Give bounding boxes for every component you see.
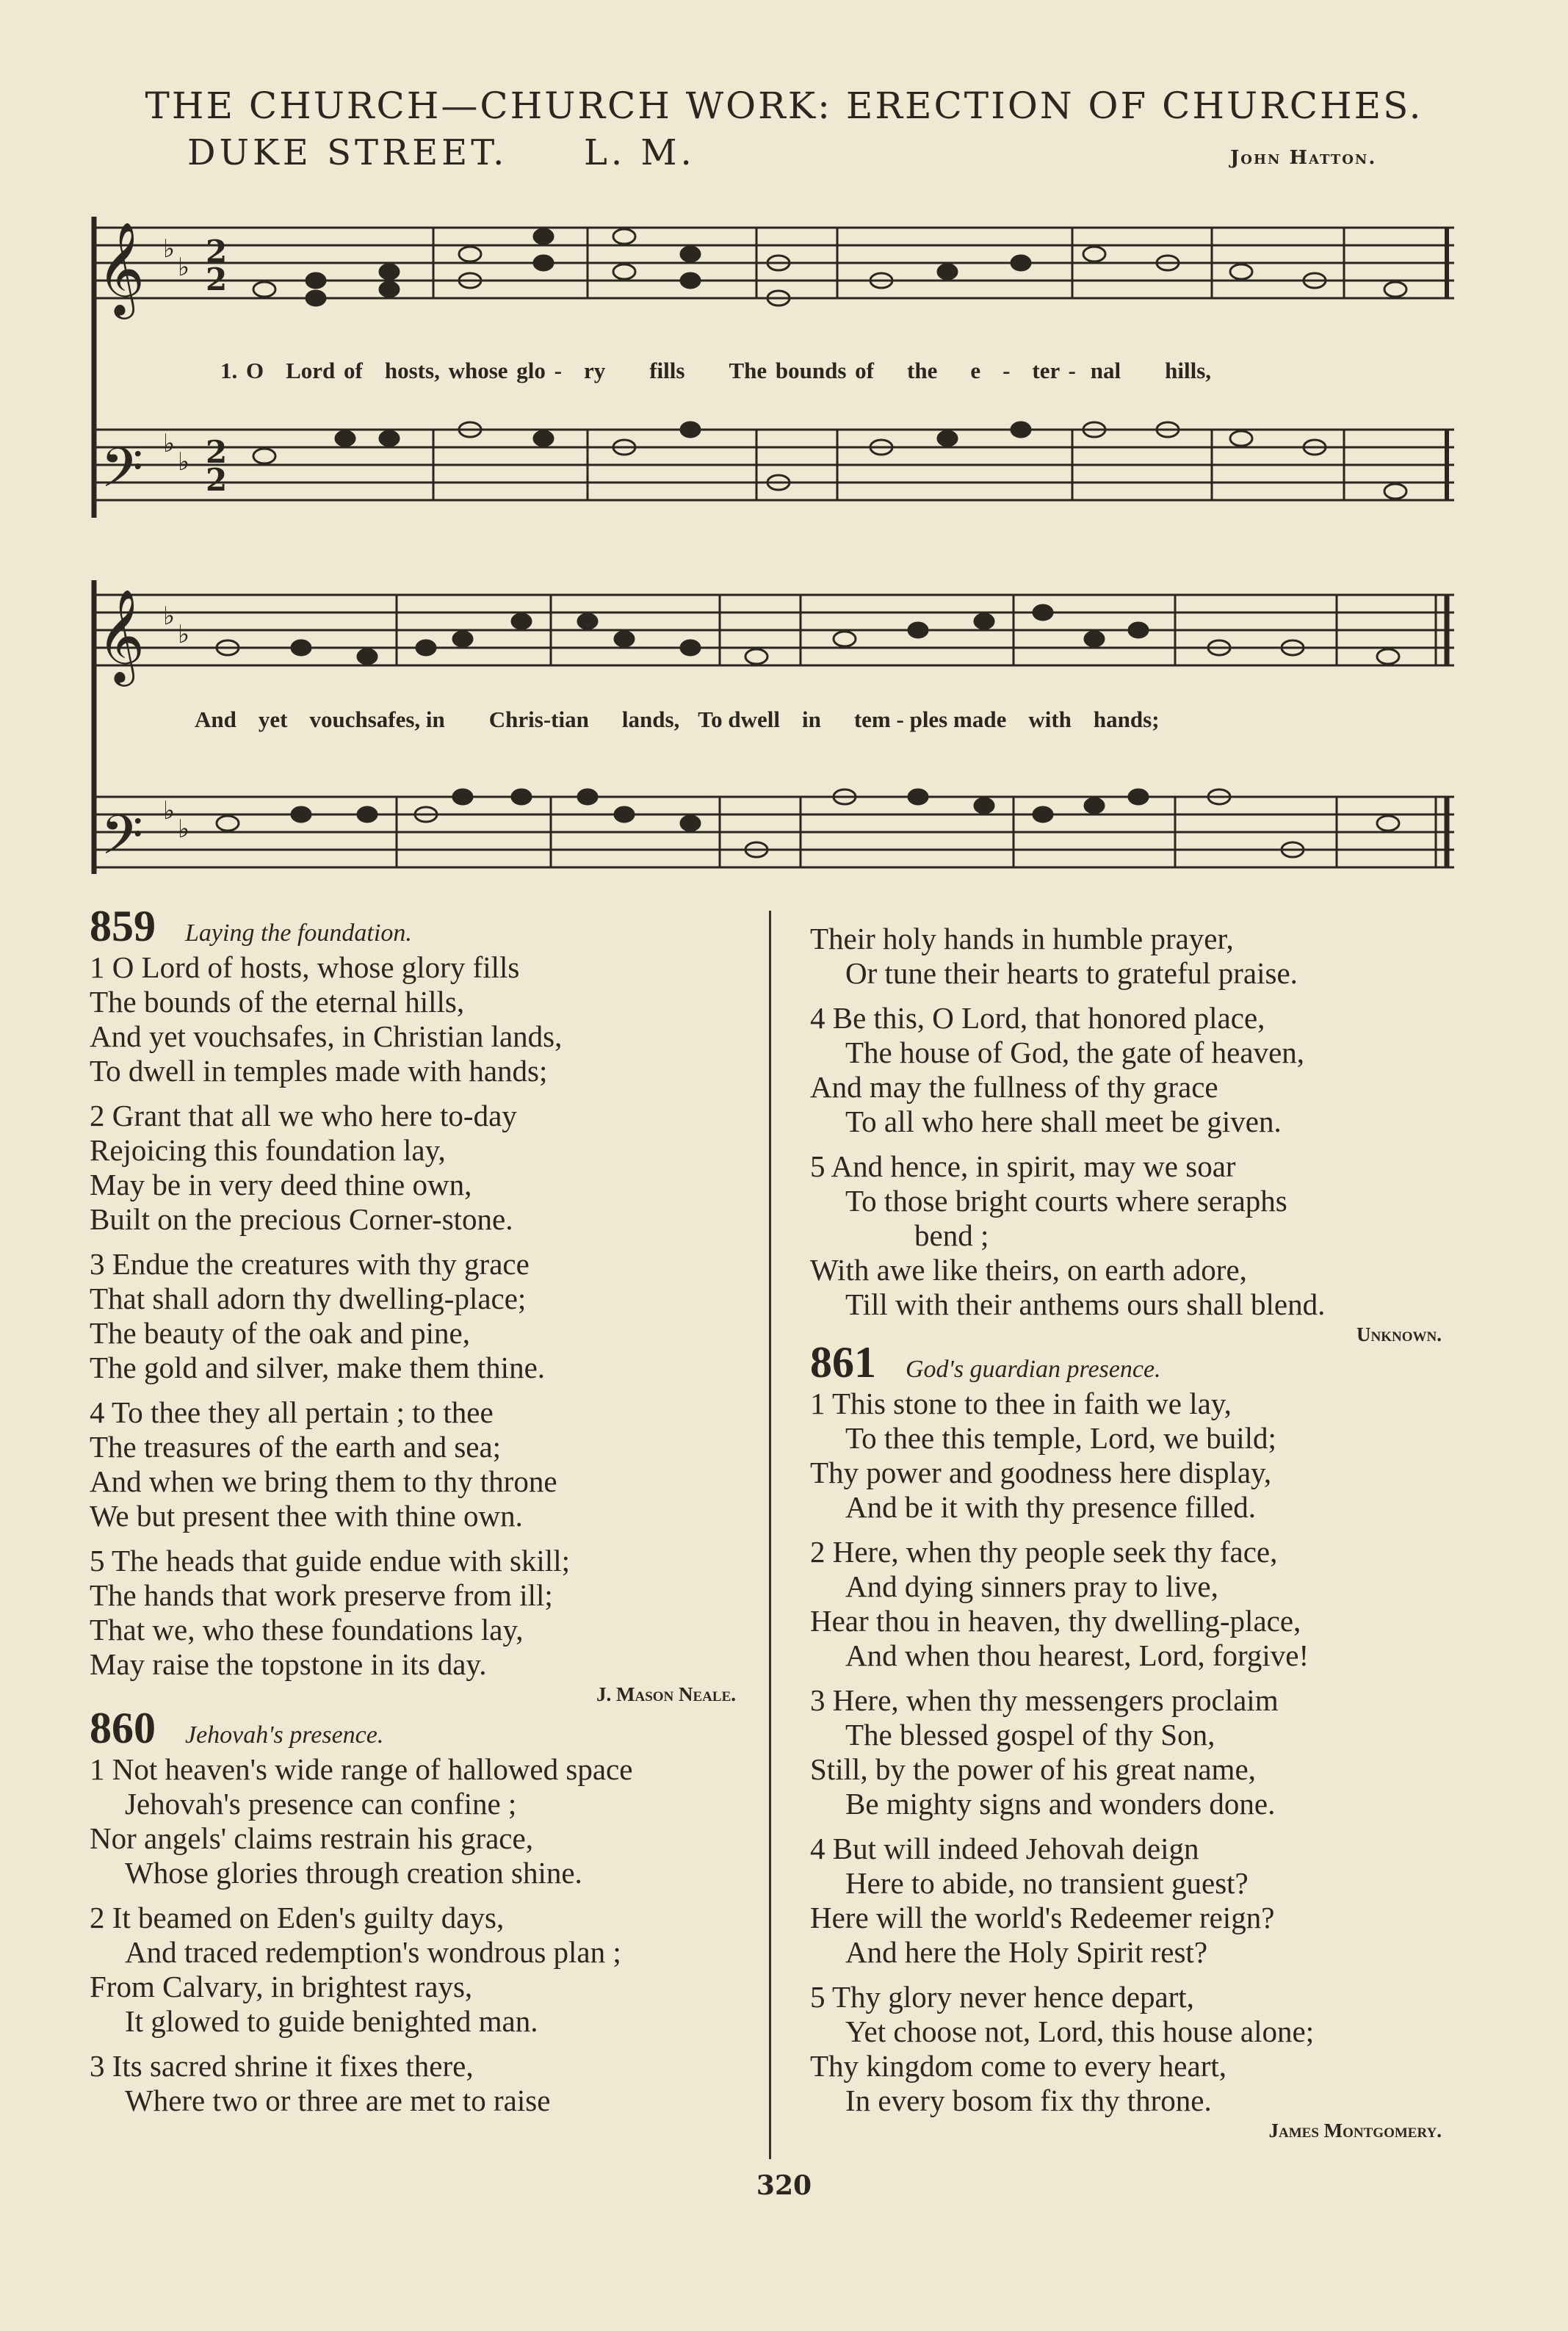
verse: 5 Thy glory never hence depart, Yet choose not, Lord, this house alone; Thy kingdom come to every heart, In every bosom fix thy throne. bbox=[810, 1980, 1315, 2117]
hymn-title: God's guardian presence. bbox=[906, 1356, 1161, 1383]
svg-text:2: 2 bbox=[206, 261, 228, 297]
hymn-title: Jehovah's presence. bbox=[185, 1721, 384, 1749]
svg-text:𝄞: 𝄞 bbox=[97, 221, 145, 315]
svg-text:2: 2 bbox=[206, 434, 228, 470]
page-number: 320 bbox=[756, 2170, 812, 2201]
hymn-author: James Montgomery. bbox=[1268, 2119, 1442, 2142]
svg-text:♭: ♭ bbox=[163, 796, 176, 825]
svg-text:♭: ♭ bbox=[178, 814, 190, 844]
hymn-author: J. Mason Neale. bbox=[596, 1683, 736, 1705]
verse: 3 Its sacred shrine it fixes there, Where two or three are met to raise bbox=[90, 2049, 551, 2117]
column-divider bbox=[769, 911, 771, 2159]
verse: 2 Here, when thy people seek thy face, And dying sinners pray to live, Hear thou in heaven, thy dwelling-place, And when thou hearest, Lord, forgive! bbox=[810, 1535, 1309, 1672]
left-column bbox=[90, 902, 736, 2118]
verse: 2 Grant that all we who here to-day Rejoicing this foundation lay, May be in very deed thine own, Built on the precious Corner-stone. bbox=[90, 1099, 517, 1236]
hymn-author: Unknown. bbox=[1356, 1323, 1442, 1345]
hymn-title: Laying the foundation. bbox=[185, 919, 412, 947]
svg-text:2: 2 bbox=[206, 462, 228, 498]
verse: 5 And hence, in spirit, may we soar To those bright courts where seraphs bend ; With awe like theirs, on earth adore, Till with their anthems ours shall blend. bbox=[810, 1149, 1326, 1321]
verse: 5 The heads that guide endue with skill; The hands that work preserve from ill; That we, who these foundations lay, May raise the topstone in its day. bbox=[90, 1544, 570, 1681]
svg-text:♭: ♭ bbox=[178, 620, 190, 649]
tune-meter: L. M. bbox=[584, 132, 696, 173]
verse: 1 This stone to thee in faith we lay, To thee this temple, Lord, we build; Thy power and goodness here display, And be it with thy presence filled. bbox=[810, 1387, 1276, 1524]
verse: 4 To thee they all pertain ; to thee The treasures of the earth and sea; And when we bring them to thy throne We but present thee with thine own. bbox=[90, 1395, 557, 1533]
svg-text:♭: ♭ bbox=[178, 253, 190, 282]
hymn-number: 861 bbox=[810, 1338, 876, 1387]
hymn-number: 859 bbox=[90, 902, 156, 950]
verse: 4 But will indeed Jehovah deign Here to abide, no transient guest? Here will the world's Redeemer reign? And here the Holy Spirit rest? bbox=[810, 1832, 1275, 1969]
svg-text:2: 2 bbox=[206, 234, 228, 270]
verse: 3 Here, when thy messengers proclaim The blessed gospel of thy Son, Still, by the power of his great name, Be mighty signs and wonders done. bbox=[810, 1683, 1279, 1821]
verse: 2 It beamed on Eden's guilty days, And traced redemption's wondrous plan ; From Calvary, in brightest rays, It glowed to guide benighted man. bbox=[90, 1901, 621, 2038]
composer: John Hatton. bbox=[1230, 147, 1377, 169]
music-lyrics-line-2: And yet vouchsafes, in Chris-tian lands, To dwell in tem - ples made with hands; bbox=[195, 706, 1160, 732]
svg-text:♭: ♭ bbox=[163, 234, 176, 264]
verse: 1 Not heaven's wide range of hallowed space Jehovah's presence can confine ; Nor angels' claims restrain his grace, Whose glories through creation shine. bbox=[90, 1752, 633, 1890]
verse: 3 Endue the creatures with thy grace That shall adorn thy dwelling-place; The beauty of the oak and pine, The gold and silver, make them thine. bbox=[90, 1247, 546, 1384]
right-column bbox=[810, 922, 1471, 2142]
hymn-859 bbox=[90, 902, 736, 1705]
svg-text:𝄢: 𝄢 bbox=[101, 803, 143, 881]
hymn-860 bbox=[90, 1704, 736, 2118]
tune-name: DUKE STREET. bbox=[187, 132, 508, 173]
verse: 4 Be this, O Lord, that honored place, The house of God, the gate of heaven, And may the fullness of thy grace To all who here shall meet be given. bbox=[810, 1001, 1305, 1138]
hymn-860-continued: Their holy hands in humble prayer, Or tune their hearts to grateful praise. 4 Be this, O Lord, that honored place, The house of God, the gate of heaven, And may the fullness of thy grace To all who here shall meet be given. 5 And hence, in spirit, may we soar To those bright courts where seraphs bend ; With awe like theirs, on earth adore, Till with their anthems ours shall blend. Unknown. bbox=[810, 922, 1471, 1345]
svg-text:♭: ♭ bbox=[163, 429, 176, 458]
hymn-number: 860 bbox=[90, 1704, 156, 1752]
svg-text:𝄢: 𝄢 bbox=[101, 436, 143, 513]
section-title: THE CHURCH—CHURCH WORK: ERECTION OF CHURCHES. bbox=[145, 84, 1423, 127]
verse: 1 O Lord of hosts, whose glory fills The bounds of the eternal hills, And yet vouchsafes, in Christian lands, To dwell in temples made with hands; bbox=[90, 950, 563, 1088]
music-lyrics-line-1: 1. O Lord of hosts, whose glo - ry fills The bounds of the e - ter - nal hills, bbox=[220, 358, 1212, 383]
hymn-861 bbox=[810, 1338, 1471, 2142]
svg-text:♭: ♭ bbox=[163, 601, 176, 631]
svg-text:♭: ♭ bbox=[178, 447, 190, 477]
svg-text:𝄞: 𝄞 bbox=[97, 588, 145, 682]
